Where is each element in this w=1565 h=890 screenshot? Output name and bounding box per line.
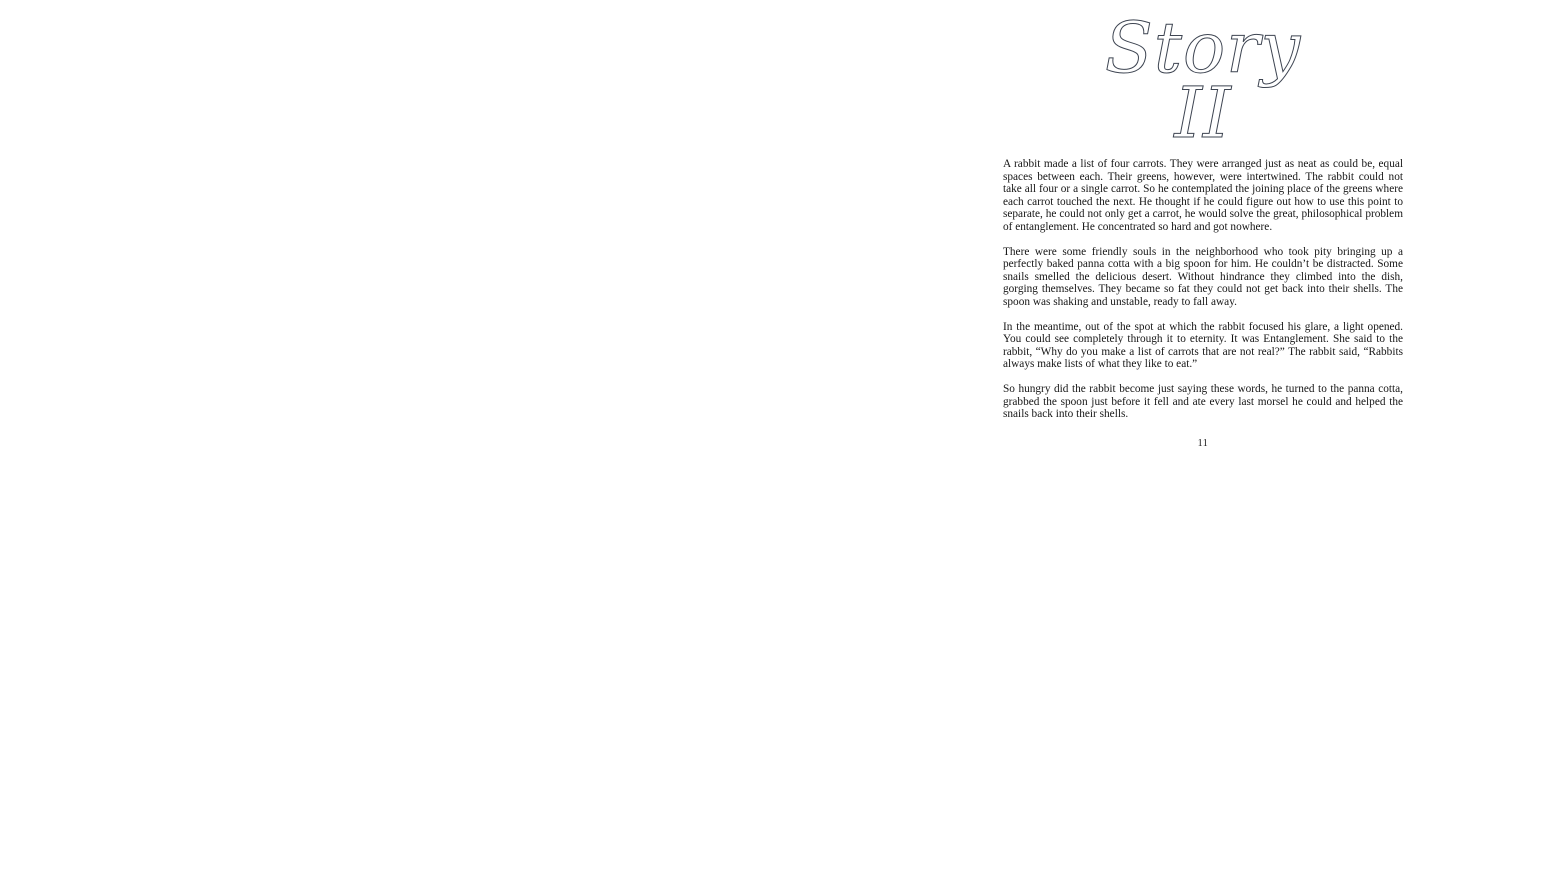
story-paragraph: So hungry did the rabbit become just saying these words, he turned to the panna cotta, grabbed the spoon just before it fell and ate every last morsel he could and helped the snails back into their shells. (1003, 383, 1403, 420)
story-paragraph: There were some friendly souls in the neighborhood who took pity bringing up a perfectly baked panna cotta with a big spoon for him. He couldn’t be distracted. Some snails smelled the delicious desert. Without hindrance they climbed into the dish, gorging themselves. They became so fat they could not get back into their shells. The spoon was shaking and unstable, ready to fall away. (1003, 245, 1403, 308)
chapter-title (1003, 7, 1403, 154)
story-text (1003, 158, 1403, 450)
chapter-title-line-1: Story (1104, 7, 1302, 89)
story-paragraph: A rabbit made a list of four carrots. They were arranged just as neat as could be, equal spaces between each. Their greens, however, were intertwined. The rabbit could not take all four or a single carrot. So he contemplated the joining place of the greens where each carrot touched the next. He thought if he could figure out how to use this point to separate, he could not only get a carrot, he would solve the great, philosophical problem of entanglement. He concentrated so hard and got nowhere. (1003, 158, 1403, 233)
chapter-title-line-2: II (1174, 72, 1232, 154)
page-number: 11 (1197, 437, 1209, 449)
story-paragraph: In the meantime, out of the spot at which the rabbit focused his glare, a light opened. You could see completely through it to eternity. It was Entanglement. She said to the rabbit, “Why do you make a list of carrots that are not real?” The rabbit said, “Rabbits always make lists of what they like to eat.” (1003, 320, 1403, 370)
